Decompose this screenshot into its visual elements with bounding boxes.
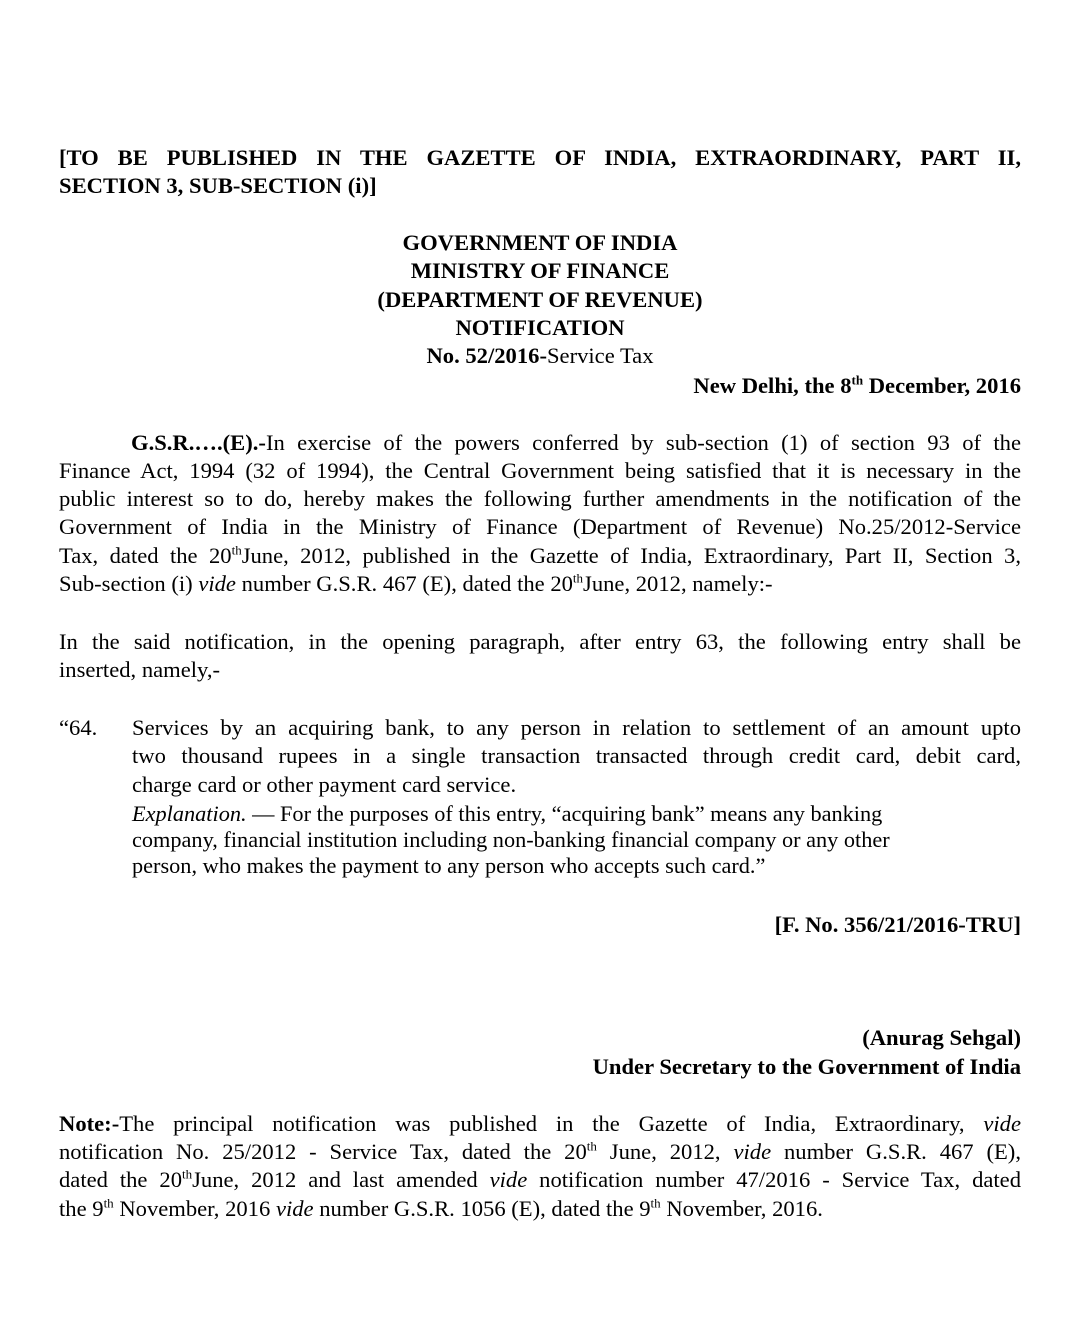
heading-government: GOVERNMENT OF INDIA — [402, 230, 678, 255]
explanation-text-1: — For the purposes of this entry, “acquiring bank” means any banking — [246, 801, 883, 826]
preamble-line-1 — [131, 429, 1021, 457]
preamble-5a: Tax, dated the 20 — [59, 543, 232, 568]
entry-number: “64. — [59, 715, 98, 740]
note-4-sup: th — [103, 1195, 114, 1211]
note-4-sup-2: th — [650, 1195, 661, 1211]
explanation-label: Explanation. — [132, 801, 247, 826]
preamble-line-5 — [59, 542, 1021, 570]
gazette-header-line-2 — [59, 172, 1021, 200]
note-4d: November, 2016. — [660, 1196, 823, 1221]
note-3a: dated the 20 — [59, 1167, 182, 1192]
preamble-6-vide: vide — [198, 571, 236, 596]
heading-department: (DEPARTMENT OF REVENUE) — [377, 287, 703, 312]
file-number: [F. No. 356/21/2016-TRU] — [774, 912, 1021, 937]
explanation-line-1 — [132, 801, 882, 827]
note-4a: the 9 — [59, 1196, 104, 1221]
note-1-vide: vide — [983, 1111, 1021, 1136]
note-line-2 — [59, 1138, 1021, 1166]
notification-number-bold: No. 52/2016- — [426, 343, 547, 368]
gazette-header-text-1: [TO BE PUBLISHED IN THE GAZETTE OF INDIA, EXTRAORDINARY, PART II, — [59, 145, 1021, 170]
preamble-6b: number G.S.R. 467 (E), dated the 20 — [235, 571, 573, 596]
note-3b: June, 2012 and last amended — [192, 1167, 490, 1192]
entry-line-2: two thousand rupees in a single transaction transacted through credit card, debit card, — [132, 743, 1021, 768]
signatory-name: (Anurag Sehgal) — [862, 1025, 1021, 1050]
signatory-title: Under Secretary to the Government of India — [592, 1054, 1021, 1079]
insertion-line-2: inserted, namely,- — [59, 657, 221, 682]
dateline-prefix: New Delhi, the 8 — [693, 373, 852, 398]
gazette-header-text-2: SECTION 3, SUB-SECTION (i)] — [59, 173, 377, 198]
note-4-vide: vide — [275, 1196, 314, 1221]
note-label: Note:- — [59, 1111, 120, 1136]
explanation-line-3: person, who makes the payment to any person who accepts such card.” — [132, 853, 766, 878]
note-2-vide: vide — [733, 1139, 772, 1164]
dateline-sup: th — [851, 372, 864, 388]
gazette-header-line-1 — [59, 144, 1021, 172]
notification-number — [0, 342, 1080, 370]
entry-line-1: Services by an acquiring bank, to any person in relation to settlement of an amount upto — [132, 715, 1021, 740]
dateline-suffix: December, 2016 — [863, 373, 1021, 398]
preamble-6-sup: th — [572, 570, 584, 586]
preamble-line-6 — [59, 570, 1021, 598]
preamble-text-1: In exercise of the powers conferred by sub-section (1) of section 93 of the — [265, 430, 1021, 455]
note-line-1 — [59, 1110, 1021, 1138]
note-4b: November, 2016 — [113, 1196, 276, 1221]
note-3-sup: th — [182, 1166, 193, 1182]
note-3-vide: vide — [489, 1167, 528, 1192]
preamble-5b: June, 2012, published in the Gazette of India, Extraordinary, Part II, Section 3, — [241, 543, 1021, 568]
note-2c: number G.S.R. 467 (E), — [771, 1139, 1021, 1164]
note-4c: number G.S.R. 1056 (E), dated the 9 — [313, 1196, 651, 1221]
note-2-sup: th — [586, 1138, 597, 1154]
preamble-6a: Sub-section (i) — [59, 571, 199, 596]
entry-line-3: charge card or other payment card service. — [132, 772, 517, 797]
preamble-line-4: Government of India in the Ministry of Finance (Department of Revenue) No.25/2012-Service — [59, 514, 1021, 539]
preamble-5-sup: th — [231, 542, 242, 558]
insertion-line-1: In the said notification, in the opening paragraph, after entry 63, the following entry shall be — [59, 629, 1021, 654]
notification-number-rest: Service Tax — [546, 343, 654, 368]
note-2a: notification No. 25/2012 - Service Tax, dated the 20 — [59, 1139, 587, 1164]
note-2b: June, 2012, — [596, 1139, 734, 1164]
note-line-4 — [59, 1195, 1021, 1223]
preamble-line-3: public interest so to do, hereby makes the following further amendments in the notification of the — [59, 486, 1021, 511]
note-1a: The principal notification was published in the Gazette of India, Extraordinary, — [119, 1111, 984, 1136]
note-line-3 — [59, 1166, 1021, 1194]
heading-notification: NOTIFICATION — [455, 315, 625, 340]
preamble-line-2: Finance Act, 1994 (32 of 1994), the Central Government being satisfied that it is necessary in the — [59, 458, 1021, 483]
preamble-6c: June, 2012, namely:- — [583, 571, 773, 596]
dateline — [693, 372, 1021, 400]
explanation-line-2: company, financial institution including non-banking financial company or any other — [132, 827, 890, 852]
gsr-reference: G.S.R.….(E).- — [131, 430, 266, 455]
heading-ministry: MINISTRY OF FINANCE — [410, 258, 670, 283]
note-3c: notification number 47/2016 - Service Tax, dated — [527, 1167, 1021, 1192]
